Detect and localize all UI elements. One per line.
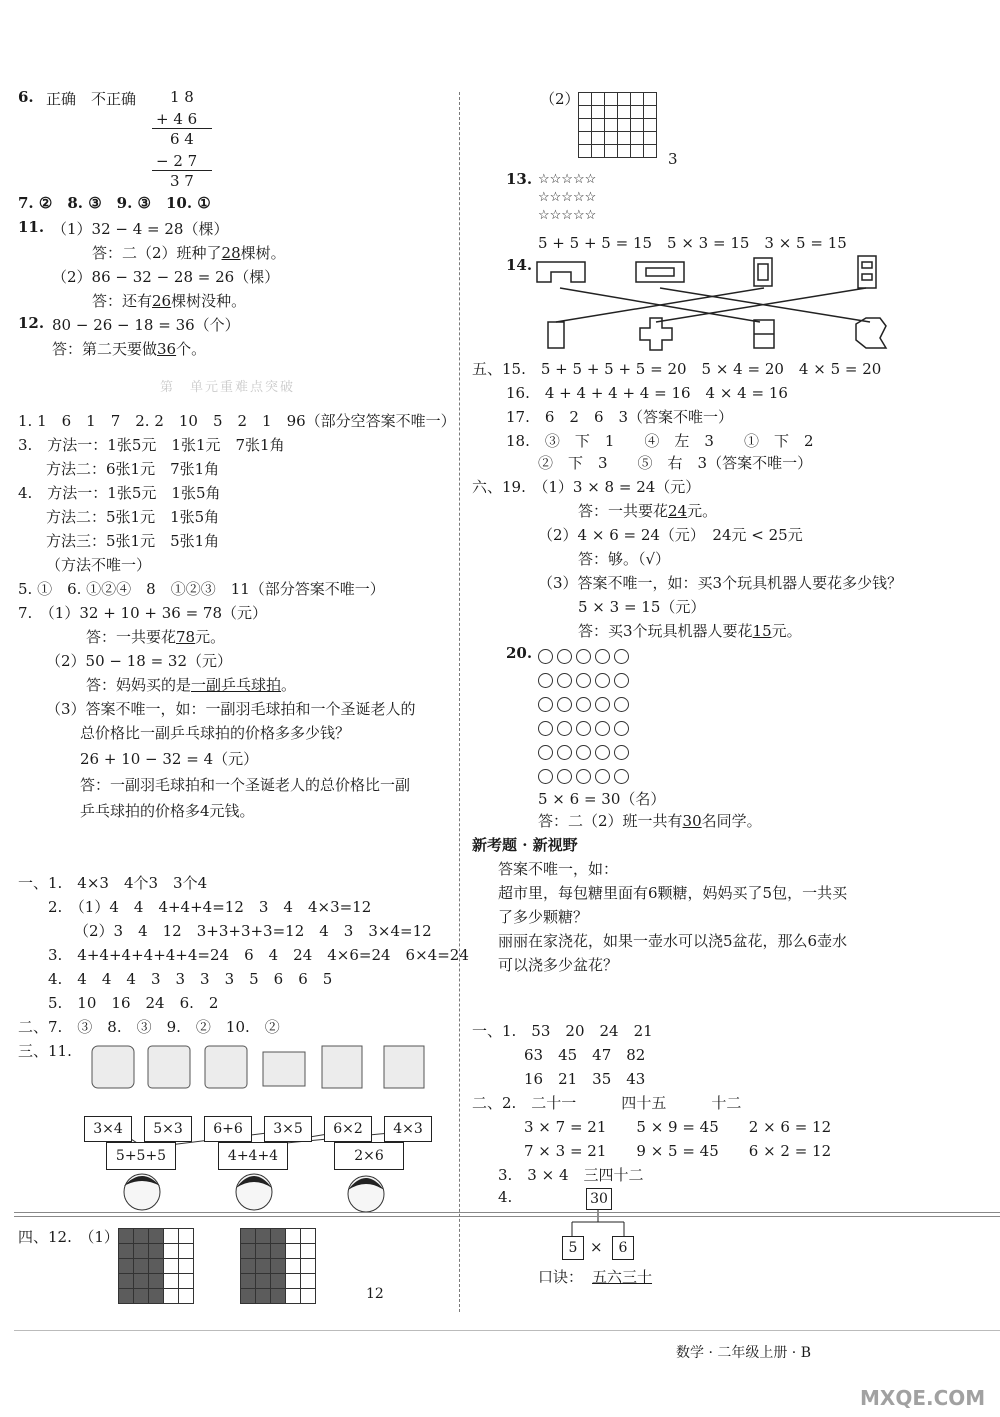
match-box-mid-2: 4+4+4 <box>218 1142 288 1170</box>
shape-g-icon <box>754 320 774 348</box>
q11-l2: （2）86 − 32 − 28 = 26（棵） <box>52 268 280 286</box>
s2-l2: 3. 方法一：1张5元 1张1元 7张1角 <box>18 436 285 454</box>
s2-l16: 答：一副羽毛球拍和一个圣诞老人的总价格比一副 <box>80 776 411 794</box>
new-section-l4: 丽丽在家浇花，如果一壶水可以浇5盆花，那么6壶水 <box>498 932 848 950</box>
column-divider <box>459 92 460 1312</box>
s3-l4: 3. 4+4+4+4+4+4=24 6 4 24 4×6=24 6×4=24 <box>48 946 469 964</box>
q6-calc-3: 6 4 <box>170 130 194 148</box>
s4-l8: 4. <box>498 1188 513 1206</box>
q18a: 18. ③ 下 1 ④ 左 3 ① 下 2 <box>506 432 814 450</box>
s3-l5: 4. 4 4 4 3 3 3 3 5 6 6 5 <box>48 970 333 988</box>
match-box-1: 3×4 <box>84 1116 132 1142</box>
s2-l4: 4. 方法一：1张5元 1张5角 <box>18 484 221 502</box>
shape-f-icon <box>640 318 672 350</box>
q17: 17. 6 2 6 3（答案不唯一） <box>506 408 734 426</box>
q11-num: 11. <box>18 218 45 236</box>
new-section-l1: 答案不唯一，如： <box>498 860 619 878</box>
s2-l6: 方法三：5张1元 5张1角 <box>46 532 220 550</box>
s3-l2: 2. （1）4 4 4+4+4=12 3 4 4×3=12 <box>48 898 372 916</box>
page-rule-2 <box>14 1216 1000 1217</box>
clothing-jacket-icon <box>205 1046 247 1088</box>
q15: 五、15. 5 + 5 + 5 + 5 = 20 5 × 4 = 20 4 × 5 = 20 <box>472 360 882 378</box>
s4-l4: 二、2. 二十一 四十五 十二 <box>472 1094 742 1112</box>
q6-calc-5: 3 7 <box>170 172 194 190</box>
grid-right-q12 <box>578 92 657 158</box>
circle-row-5 <box>538 742 633 760</box>
shape-e-icon <box>548 322 564 348</box>
q7-10: 7. ② 8. ③ 9. ③ 10. ① <box>18 194 211 212</box>
q19-l4: 答：够。（√） <box>578 550 671 568</box>
q12-2-value: 3 <box>668 150 678 168</box>
footer-rule <box>14 1330 1000 1331</box>
s2-l3: 方法二：6张1元 7张1角 <box>46 460 220 478</box>
q13-stars-1: ☆☆☆☆☆ <box>538 172 597 187</box>
q12-num: 12. <box>18 314 45 332</box>
q19-l7: 答：买3个玩具机器人要花15元。 <box>578 622 802 640</box>
koujue-label: 口诀： <box>538 1268 584 1286</box>
q12-ans: 答：第二天要做36个。 <box>52 340 207 358</box>
q19-l3: （2）4 × 6 = 24（元） 24元 < 25元 <box>538 526 803 544</box>
clothing-skirt-icon <box>263 1052 305 1086</box>
s3-l7: 二、7. ③ 8. ③ 9. ② 10. ② <box>18 1018 280 1036</box>
match-box-4: 3×5 <box>264 1116 312 1142</box>
s3-l9: 四、12. （1） <box>18 1228 119 1246</box>
grid-left-2 <box>240 1228 316 1304</box>
q13-stars-3: ☆☆☆☆☆ <box>538 208 597 223</box>
q19-l1: 六、19. （1）3 × 8 = 24（元） <box>472 478 701 496</box>
shape-h-icon <box>856 318 886 348</box>
s2-l10: 答：一共要花78元。 <box>86 628 226 646</box>
s2-l15: 26 + 10 − 32 = 4（元） <box>80 750 259 768</box>
q19-l6: 5 × 3 = 15（元） <box>578 598 706 616</box>
match-box-mid-3: 2×6 <box>334 1142 404 1170</box>
q11-ans1: 答：二（2）班种了28棵树。 <box>92 244 286 262</box>
s3-l6: 5. 10 16 24 6. 2 <box>48 994 219 1012</box>
s2-l5: 方法二：5张1元 1张5角 <box>46 508 220 526</box>
new-section-l2: 超市里，每包糖里面有6颗糖，妈妈买了5包，一共买 <box>498 884 848 902</box>
match-box-6: 4×3 <box>384 1116 432 1142</box>
s4-l2: 63 45 47 82 <box>524 1046 646 1064</box>
s2-l9: 7. （1）32 + 10 + 36 = 78（元） <box>18 604 268 622</box>
s3-l1: 一、1. 4×3 4个3 3个4 <box>18 874 208 892</box>
s2-l13: （3）答案不唯一，如：一副羽毛球拍和一个圣诞老人的 <box>46 700 416 718</box>
q18b: ② 下 3 ⑤ 右 3（答案不唯一） <box>538 454 813 472</box>
s2-l12: 答：妈妈买的是一副乒乓球拍。 <box>86 676 297 694</box>
circle-row-2 <box>538 670 633 688</box>
s2-l7: （方法不唯一） <box>46 556 152 574</box>
watermark: MXQE.COM <box>860 1386 986 1410</box>
q14-num: 14. <box>506 256 533 274</box>
s2-l8: 5. ① 6. ①②④ 8 ①②③ 11（部分答案不唯一） <box>18 580 385 598</box>
shape-d-icon <box>858 256 876 288</box>
match-box-2: 5×3 <box>144 1116 192 1142</box>
new-section-title: 新考题 · 新视野 <box>472 836 578 854</box>
q20-num: 20. <box>506 644 533 662</box>
circle-row-3 <box>538 694 633 712</box>
q13-num: 13. <box>506 170 533 188</box>
faint-section-title: 第 单元重难点突破 <box>160 380 296 395</box>
shape-c-icon <box>754 258 772 286</box>
s4-l7: 3. 3 × 4 三四十二 <box>498 1166 644 1184</box>
clothing-shorts-icon <box>322 1046 362 1088</box>
s3-l3: （2）3 4 12 3+3+3+3=12 4 3 3×4=12 <box>74 922 432 940</box>
q20-ans: 答：二（2）班一共有30名同学。 <box>538 812 762 830</box>
tree-left-box: 5 <box>562 1236 584 1260</box>
q19-l5: （3）答案不唯一，如：买3个玩具机器人要花多少钱？ <box>538 574 903 592</box>
q19-l2: 答：一共要花24元。 <box>578 502 718 520</box>
s4-l1: 一、1. 53 20 24 21 <box>472 1022 653 1040</box>
koujue-value: 五六三十 <box>592 1268 653 1286</box>
tree-operator: × <box>590 1238 603 1256</box>
q11-l1: （1）32 − 4 = 28（棵） <box>52 220 229 238</box>
new-section-l3: 了多少颗糖？ <box>498 908 589 926</box>
tree-top-box: 30 <box>586 1188 612 1210</box>
q12-l1: 80 − 26 − 18 = 36（个） <box>52 316 240 334</box>
s4-l5: 3 × 7 = 21 5 × 9 = 45 2 × 6 = 12 <box>524 1118 832 1136</box>
clothing-dress-icon <box>384 1046 424 1088</box>
new-section-l5: 可以浇多少盆花？ <box>498 956 619 974</box>
clothing-sweater-icon <box>92 1046 134 1088</box>
match-box-3: 6+6 <box>204 1116 252 1142</box>
grid-left-1 <box>118 1228 194 1304</box>
match-box-mid-1: 5+5+5 <box>106 1142 176 1170</box>
q6-text: 正确 不正确 <box>46 90 137 108</box>
s2-l11: （2）50 − 18 = 32（元） <box>46 652 233 670</box>
tree-right-box: 6 <box>612 1236 634 1260</box>
q11-ans2: 答：还有26棵树没种。 <box>92 292 247 310</box>
shape-b-icon <box>636 262 684 282</box>
match-box-5: 6×2 <box>324 1116 372 1142</box>
q6-calc-1: 1 8 <box>170 88 194 106</box>
page-number: 12 <box>366 1286 384 1302</box>
shape-a-icon <box>537 262 585 282</box>
q16: 16. 4 + 4 + 4 + 4 = 16 4 × 4 = 16 <box>506 384 788 402</box>
s2-l1: 1. 1 6 1 7 2. 2 10 5 2 1 96（部分空答案不唯一） <box>18 412 456 430</box>
clothing-shirt-icon <box>148 1046 190 1088</box>
s4-l6: 7 × 3 = 21 9 × 5 = 45 6 × 2 = 12 <box>524 1142 832 1160</box>
s2-l17: 乒乓球拍的价格多4元钱。 <box>80 802 255 820</box>
s2-l14: 总价格比一副乒乓球拍的价格多多少钱？ <box>80 724 351 742</box>
q6-calc-2: + 4 6 <box>156 110 198 128</box>
circle-row-1 <box>538 646 633 664</box>
page-rule-1 <box>14 1212 1000 1213</box>
q6-num: 6. <box>18 88 34 106</box>
circle-row-6 <box>538 766 633 784</box>
footer-text: 数学 · 二年级上册 · B <box>676 1345 811 1361</box>
s4-l3: 16 21 35 43 <box>524 1070 646 1088</box>
q13-eq: 5 + 5 + 5 = 15 5 × 3 = 15 3 × 5 = 15 <box>538 234 847 252</box>
q13-stars-2: ☆☆☆☆☆ <box>538 190 597 205</box>
q20-eq: 5 × 6 = 30（名） <box>538 790 666 808</box>
q12-2-label: （2） <box>540 90 580 108</box>
q6-calc-4: − 2 7 <box>156 152 198 170</box>
s3-l8: 三、11. <box>18 1042 72 1060</box>
circle-row-4 <box>538 718 633 736</box>
